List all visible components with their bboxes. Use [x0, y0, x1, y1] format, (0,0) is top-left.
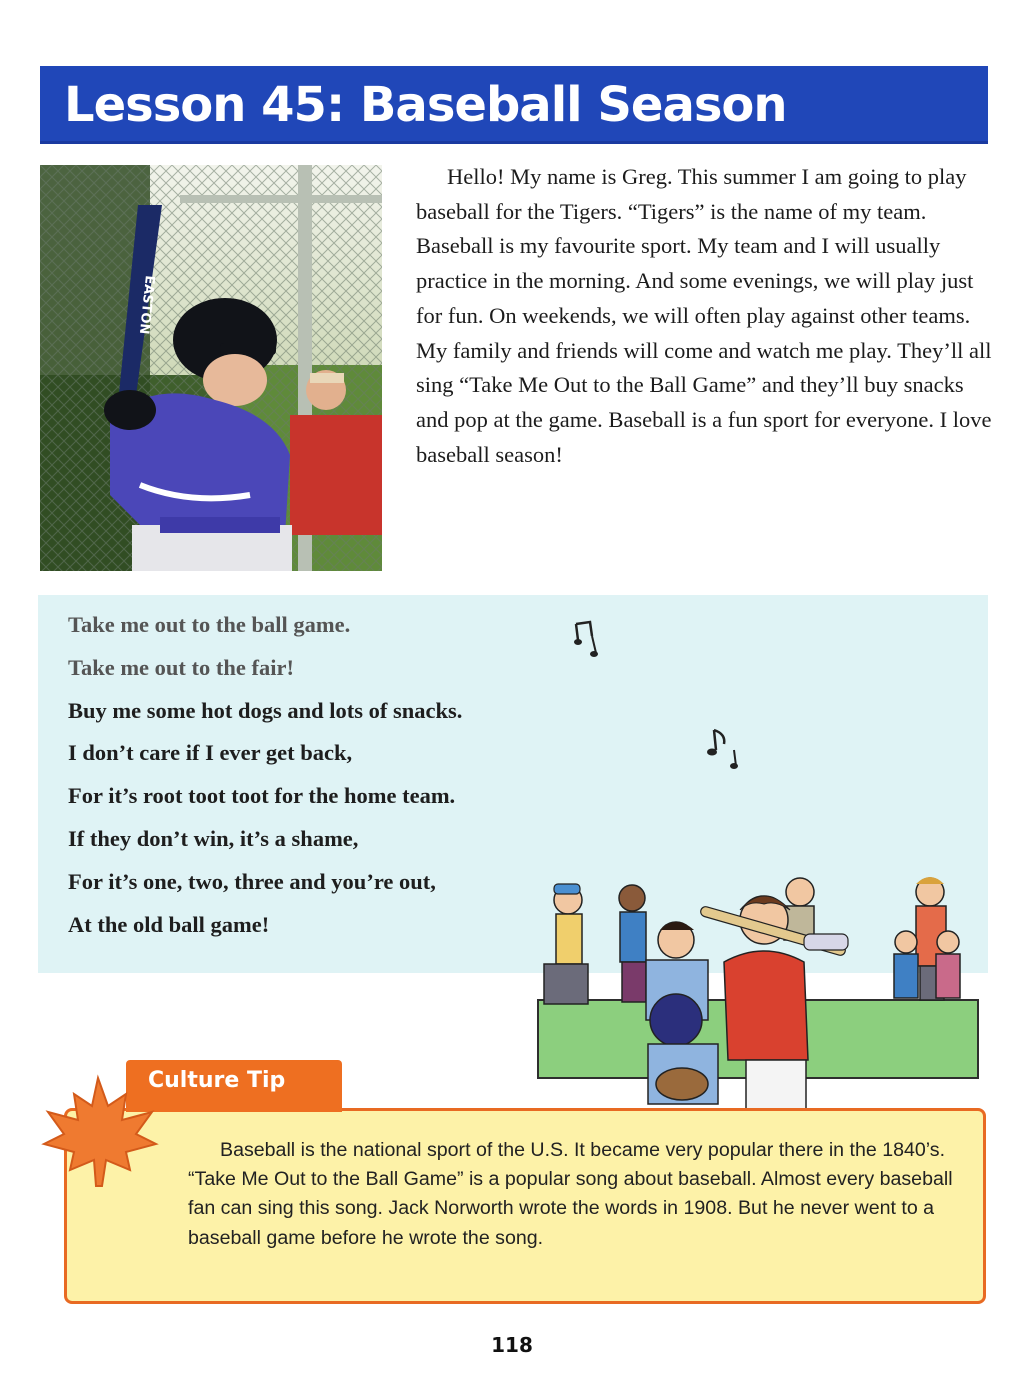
song-line: For it’s root toot toot for the home team.: [68, 783, 456, 809]
lesson-title-bar: [40, 66, 988, 144]
page-number: 118: [491, 1333, 533, 1357]
song-line: If they don’t win, it’s a shame,: [68, 825, 359, 851]
lesson-title: Lesson 45: Baseball Season: [64, 77, 787, 133]
song-line: For it’s one, two, three and you’re out,: [68, 868, 436, 894]
intro-paragraph: Hello! My name is Greg. This summer I am going to play baseball for the Tigers. “Tigers” is the name of my team. Baseball is my favourite sport. My team and I will usually practice in the morning. And some evenings, we will play just for fun. On weekends, we will often play against other teams. My family and friends will come and watch me play. They’ll all sing “Take Me Out to the Ball Game” and they’ll buy snacks and pop at the game. Baseball is a fun sport for everyone. I love baseball season!: [416, 164, 992, 467]
baseball-crowd-illustration: [528, 870, 982, 1110]
song-line: Buy me some hot dogs and lots of snacks.: [68, 697, 463, 723]
song-line: I don’t care if I ever get back,: [68, 740, 353, 766]
song-line: Take me out to the ball game.: [68, 612, 351, 637]
batter-photo: [40, 165, 382, 571]
music-note-icon: [568, 618, 608, 662]
culture-tip-text-block: [188, 1136, 960, 1253]
song-line: At the old ball game!: [68, 911, 270, 937]
song-line: Take me out to the fair!: [68, 654, 295, 680]
eighth-note-icon: [700, 722, 746, 772]
culture-tip-paragraph: Baseball is the national sport of the U.S. It became very popular there in the 1840’s. “Take Me Out to the Ball Game” is a popular song about baseball. Almost every baseball fan can sing this song. Jack Norworth wrote the words in 1908. But he never went to a baseball game before he wrote the song.: [188, 1139, 953, 1249]
song-lyrics: [68, 604, 462, 946]
intro-paragraph-block: [416, 160, 992, 472]
bat-brand-text: EASTON: [135, 274, 157, 335]
culture-tip-label: Culture Tip: [148, 1068, 286, 1093]
maple-leaf-icon: [36, 1072, 164, 1192]
